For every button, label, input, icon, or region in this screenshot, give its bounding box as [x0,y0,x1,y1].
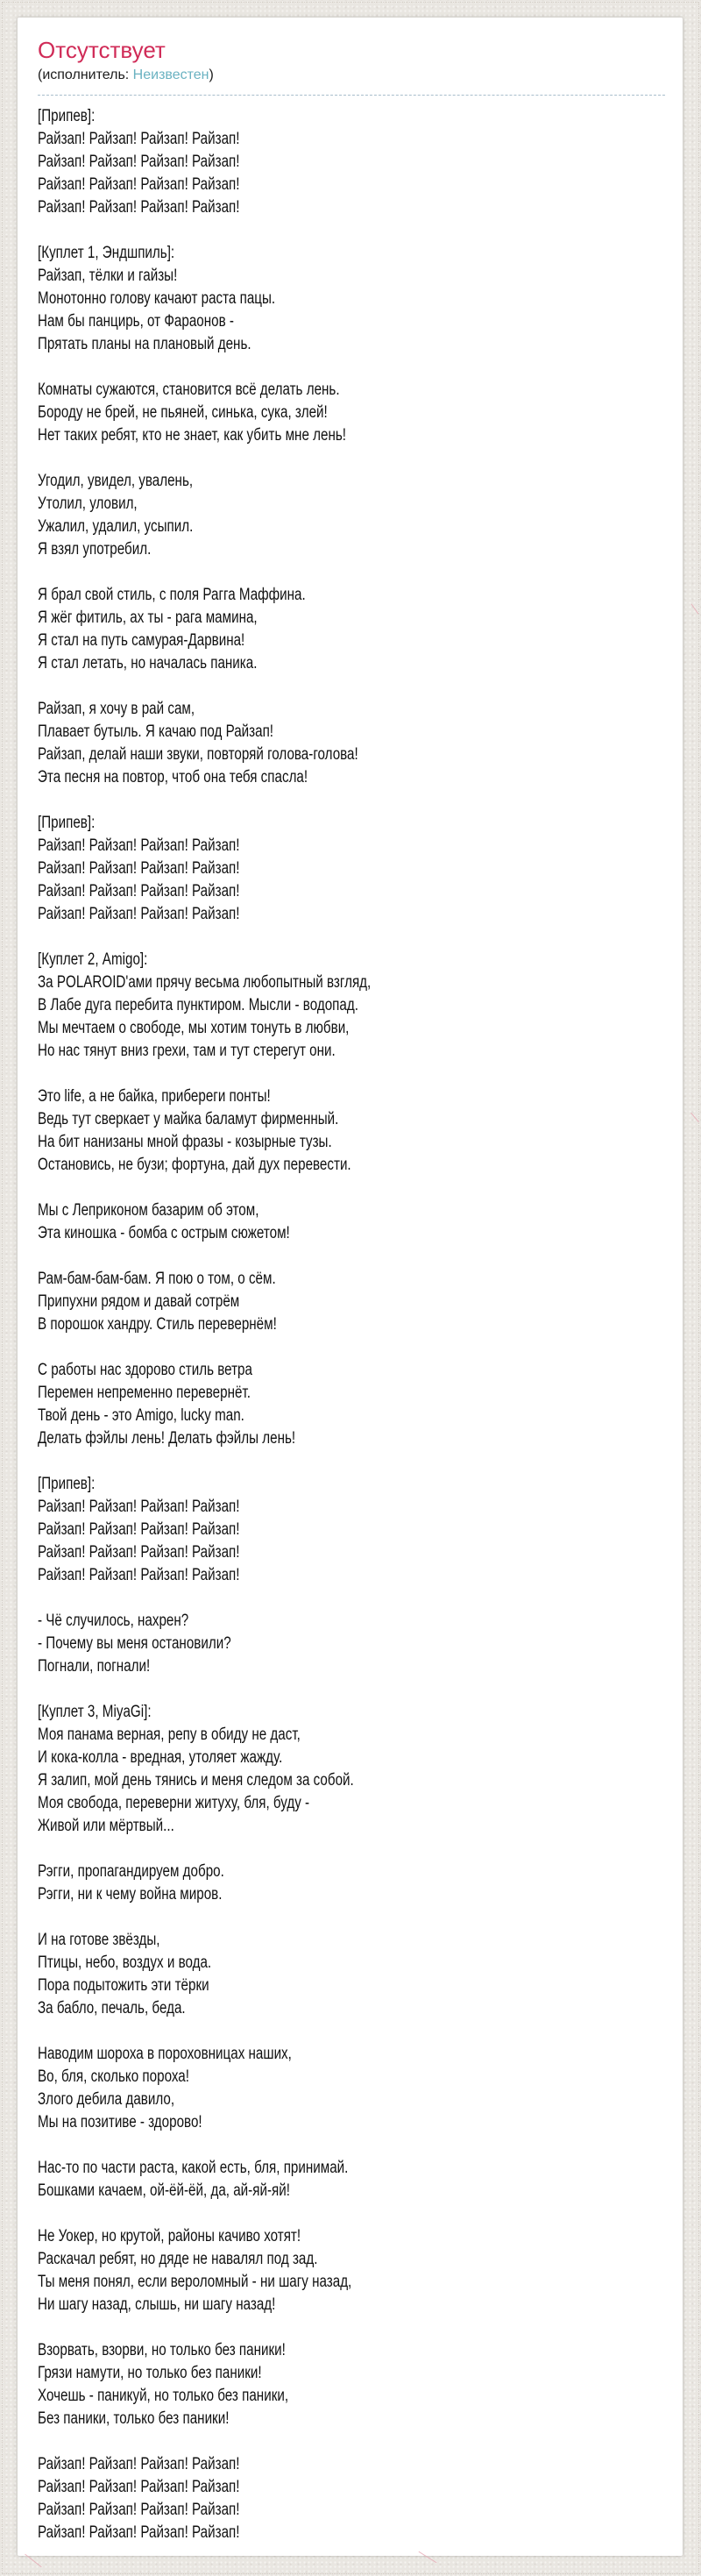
lyrics-stanza: Рэгги, пропагандируем добро. Рэгги, ни к чему война миров. [38,1862,224,1904]
lyrics-stanza: Комнаты сужаются, становится всё делать лень. Бороду не брей, не пьяней, синька, сука, злей! Нет таких ребят, кто не знает, как убить мне лень! [38,381,346,445]
lyrics-stanza: Наводим шороха в пороховницах наших, Во, бля, сколько пороха! Злого дебила давило, Мы на позитиве - здорово! [38,2045,292,2131]
lyrics-text [38,105,665,2544]
texture-scratch [25,2554,42,2568]
artist-label-suffix: ) [209,68,214,82]
lyrics-stanza: Взорвать, взорви, но только без паники! Грязи намути, но только без паники! Хочешь - паникуй, но только без паники, Без паники, только без паники! [38,2341,289,2428]
artist-link[interactable]: Неизвестен [132,68,209,82]
lyrics-stanza: [Припев]: Райзап! Райзап! Райзап! Райзап! Райзап! Райзап! Райзап! Райзап! Райзап! Райзап! Райзап! Райзап! Райзап! Райзап! Райзап! Райзап! [38,814,240,923]
lyrics-stanza: [Припев]: Райзап! Райзап! Райзап! Райзап! Райзап! Райзап! Райзап! Райзап! Райзап! Райзап! Райзап! Райзап! Райзап! Райзап! Райзап! Райзап! [38,1475,240,1584]
lyrics-stanza: Я брал свой стиль, с поля Рагга Маффина. Я жёг фитиль, ах ты - рага мамина, Я стал на путь самурая-Дарвина! Я стал летать, но началась паника. [38,586,306,672]
lyrics-stanza: - Чё случилось, нахрен? - Почему вы меня остановили? Погнали, погнали! [38,1612,231,1676]
lyrics-stanza: Мы с Леприконом базарим об этом, Эта киношка - бомба с острым сюжетом! [38,1201,290,1242]
lyrics-stanza: [Куплет 1, Эндшпиль]: Райзап, тёлки и гайзы! Монотонно голову качают раста пацы. Нам бы панцирь, от Фараонов - Прятать планы на плановый день. [38,244,276,353]
song-header [38,37,665,96]
lyrics-stanza: И на готове звёзды, Птицы, небо, воздух и вода. Пора подытожить эти тёрки За бабло, печаль, беда. [38,1931,212,2017]
lyrics-card [18,18,683,2556]
lyrics-stanza: Угодил, увидел, увалень, Утолил, уловил, Ужалил, удалил, усыпил. Я взял употребил. [38,472,194,559]
texture-scratch [691,603,699,614]
artist-line [38,66,665,85]
lyrics-stanza: [Куплет 3, MiyaGi]: Моя панама верная, репу в обиду не даст, И кока-колла - вредная, утоляет жажду. Я залип, мой день тянись и меня следом за собой. Моя свобода, переверни житуху, бля, буду - Живой или мёртвый... [38,1703,354,1835]
lyrics-stanza: С работы нас здорово стиль ветра Перемен непременно перевернёт. Твой день - это Amigo, lucky man. Делать фэйлы лень! Делать фэйлы лень! [38,1361,296,1448]
texture-scratch [690,1113,699,1122]
lyrics-stanza: Это life, а не байка, прибереги понты! Ведь тут сверкает у майка баламут фирменный. На бит нанизаны мной фразы - козырные тузы. Остановись, не бузи; фортуна, дай дух перевести. [38,1087,351,1174]
lyrics-stanza: Райзап! Райзап! Райзап! Райзап! Райзап! Райзап! Райзап! Райзап! Райзап! Райзап! Райзап! Райзап! Райзап! Райзап! Райзап! Райзап! [38,2455,240,2542]
page-title: Отсутствует [38,37,166,63]
lyrics-stanza: [Припев]: Райзап! Райзап! Райзап! Райзап! Райзап! Райзап! Райзап! Райзап! Райзап! Райзап! Райзап! Райзап! Райзап! Райзап! Райзап! Райзап! [38,107,240,217]
lyrics-stanza: Не Уокер, но крутой, районы качиво хотят! Раскачал ребят, но дяде не навалял под зад. Ты меня понял, если вероломный - ни шагу назад, Ни шагу назад, слышь, ни шагу назад! [38,2227,352,2314]
lyrics-stanza: Райзап, я хочу в рай сам, Плавает бутыль. Я качаю под Райзап! Райзап, делай наши звуки, повторяй голова-голова! Эта песня на повтор, чтоб она тебя спасла! [38,700,358,786]
lyrics-stanza: [Куплет 2, Amigo]: За POLAROID'ами прячу весьма любопытный взгляд, В Лабе дуга перебита пунктиром. Мысли - водопад. Мы мечтаем о свободе, мы хотим тонуть в любви, Но нас тянут вниз грехи, там и тут стерегут они. [38,950,372,1060]
artist-label-prefix: (исполнитель: [38,68,133,82]
lyrics-stanza: Нас-то по части раста, какой есть, бля, принимай. Бошками качаем, ой-ёй-ёй, да, ай-яй-яй! [38,2159,349,2200]
lyrics-stanza: Рам-бам-бам-бам. Я пою о том, о сём. Припухни рядом и давай сотрём В порошок хандру. Стиль перевернём! [38,1270,277,1334]
